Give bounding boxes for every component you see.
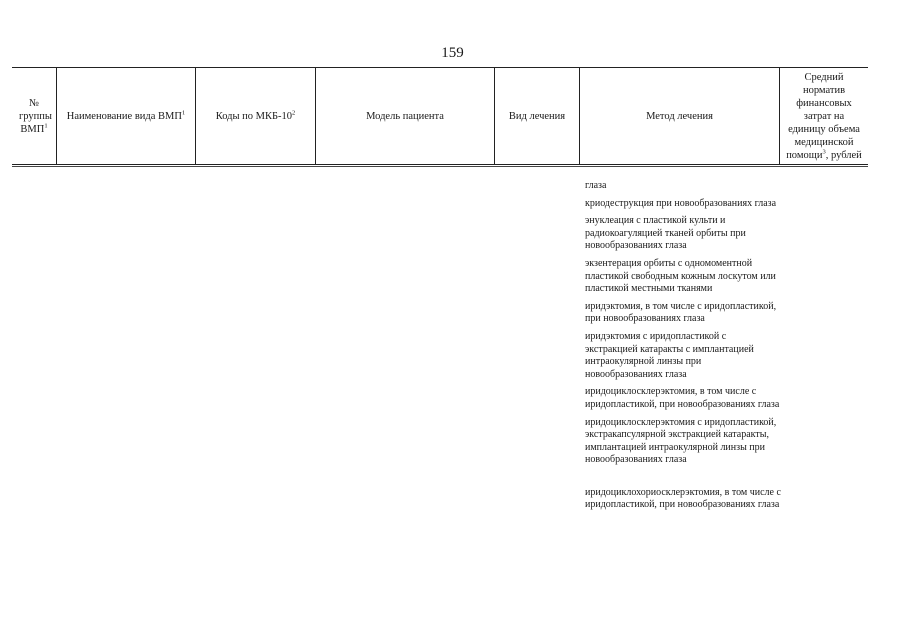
method-item: иридоциклосклерэктомия с иридопластикой, экстракапсулярной экстракцией катаракты, имплантацией интраокулярной линзы при новообразованиях глаза [585,416,777,466]
header-vmp-name [56,68,195,164]
footnote-1-mark: 1 [44,122,48,129]
header-average-cost-suffix: , рублей [825,149,862,161]
method-item: глаза [585,180,607,191]
footnote-2-mark: 2 [292,109,296,116]
method-item: иридэктомия с иридопластикой с экстракцией катаракты с имплантацией интраокулярной линзы при новообразованиях глаза [585,330,754,380]
footnote-3-mark: 3 [822,148,826,155]
treatment-method-list [585,180,781,517]
method-item: экзентерация орбиты с одномоментной пластикой свободным кожным лоскутом или пластикой местными тканями [585,257,776,295]
header-treatment-type-text: Вид лечения [508,110,566,122]
table-header [12,67,868,165]
header-bottom-rule [12,166,868,167]
header-mkb-codes [195,68,315,164]
header-mkb-codes-text: Коды по МКБ-10 [215,110,293,122]
method-item: иридоциклосклерэктомия, в том числе с иридопластикой, при новообразованиях глаза [585,386,780,410]
header-group-number [12,68,56,164]
header-vmp-name-text: Наименование вида ВМП [66,110,182,122]
method-item: иридэктомия, в том числе с иридопластикой, при новообразованиях глаза [585,300,777,325]
header-average-cost [779,68,868,164]
method-item: иридоциклохориосклерэктомия, в том числе с иридопластикой, при новообразованиях глаза [585,486,781,511]
header-treatment-type [494,68,579,164]
header-group-number-text: № группы ВМП [19,97,52,135]
header-treatment-method-text: Метод лечения [646,110,713,122]
page-number: 159 [441,45,464,61]
header-patient-model-text: Модель пациента [366,110,444,122]
footnote-1-mark: 1 [181,109,186,116]
method-item: энуклеация с пластикой культи и радиокоагуляцией тканей орбиты при новообразованиях глаза [585,215,746,252]
method-item: криодеструкция при новообразованиях глаза [585,197,777,209]
header-patient-model [315,68,494,164]
header-treatment-method [579,68,779,164]
header-average-cost-text: Средний норматив финансовых затрат на единицу объема медицинской помощи [786,71,860,161]
